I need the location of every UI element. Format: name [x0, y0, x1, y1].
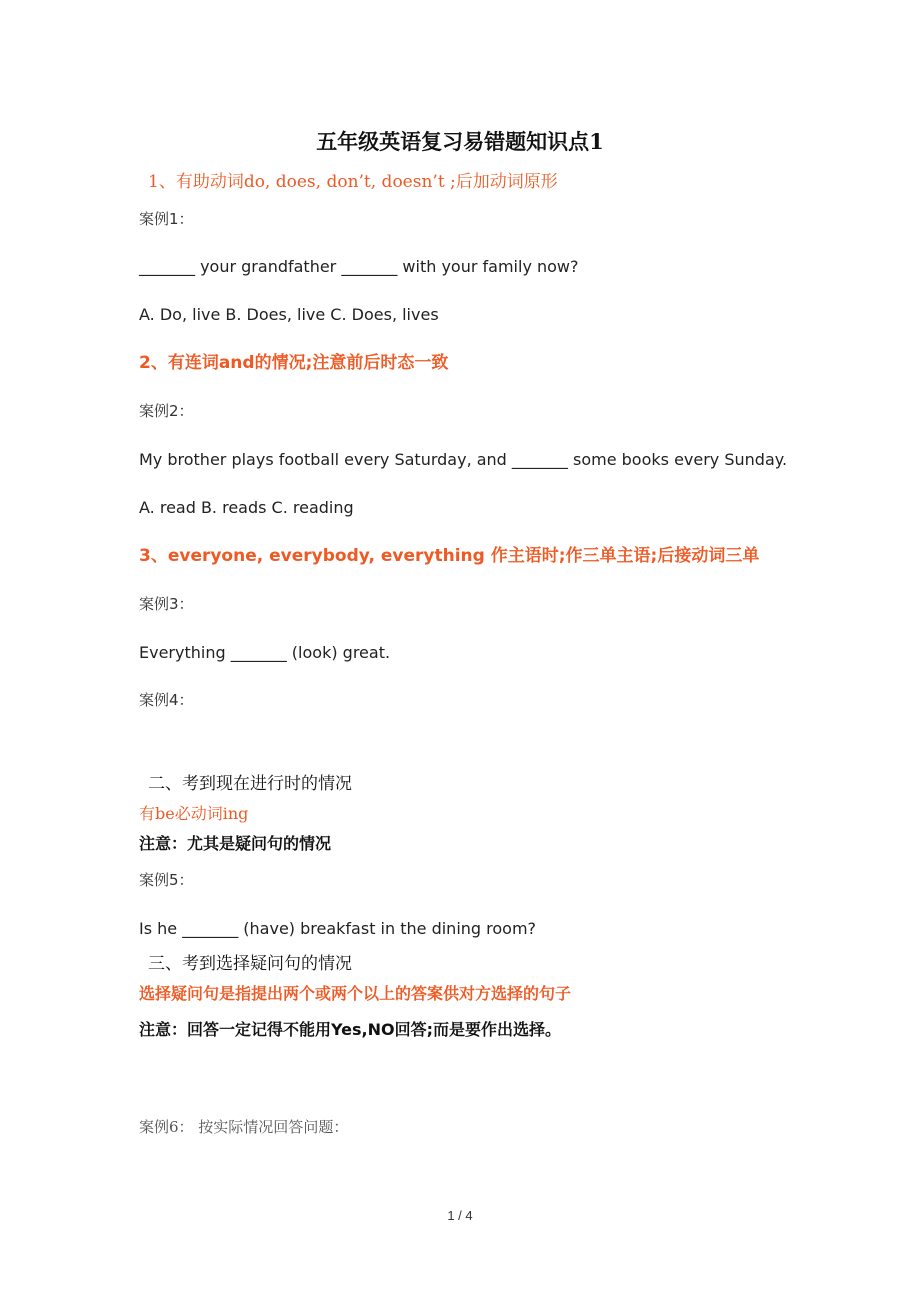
section-3-note: 注意：回答一定记得不能用Yes,NO回答;而是要作出选择。: [139, 1020, 561, 1039]
case-label-5: 案例5：: [139, 871, 194, 889]
options-2: A. read B. reads C. reading: [139, 498, 354, 517]
rule-heading-1: 1、有助动词do, does, don’t, doesn’t ;后加动词原形: [148, 172, 558, 192]
case-label-2: 案例2：: [139, 402, 194, 420]
page-title: 五年级英语复习易错题知识点1: [316, 129, 604, 154]
case-label-1: 案例1：: [139, 210, 194, 228]
section-2-rule: 有be必动词ing: [139, 804, 249, 823]
question-2: My brother plays football every Saturday, and _______ some books every Sunday.: [139, 450, 788, 469]
options-1: A. Do, live B. Does, live C. Does, lives: [139, 305, 439, 324]
section-2-note: 注意：尤其是疑问句的情况: [139, 834, 332, 853]
rule-heading-3: 3、everyone, everybody, everything 作主语时;作三单主语;后接动词三单: [139, 546, 760, 566]
page-number: 1 / 4: [447, 1208, 473, 1223]
question-1: _______ your grandfather _______ with your family now?: [139, 257, 579, 276]
question-5: Is he _______ (have) breakfast in the dining room?: [139, 919, 537, 938]
case-label-6: 案例6： 按实际情况回答问题：: [139, 1118, 349, 1136]
section-heading-2: 二、考到现在进行时的情况: [148, 774, 352, 794]
section-3-rule: 选择疑问句是指提出两个或两个以上的答案供对方选择的句子: [139, 984, 572, 1003]
rule-heading-2: 2、有连词and的情况;注意前后时态一致: [139, 353, 449, 373]
case-label-3: 案例3：: [139, 595, 194, 613]
case-label-4: 案例4：: [139, 691, 194, 709]
question-3: Everything _______ (look) great.: [139, 643, 391, 662]
section-heading-3: 三、考到选择疑问句的情况: [148, 954, 352, 974]
